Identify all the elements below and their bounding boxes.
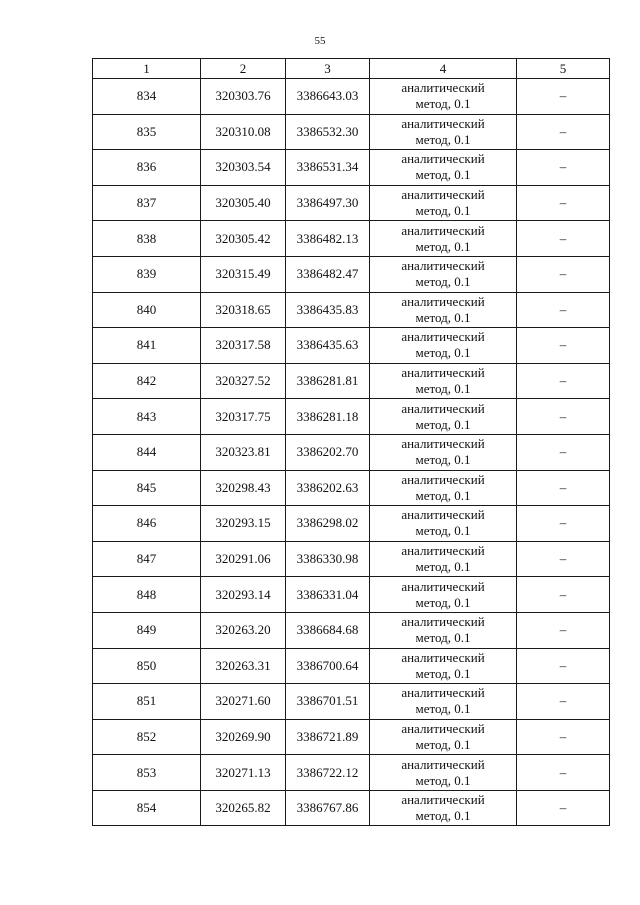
x-coordinate-cell: 320298.43	[201, 470, 286, 506]
method-cell	[370, 790, 517, 826]
x-coordinate-cell: 320291.06	[201, 541, 286, 577]
point-number-cell: 842	[93, 363, 201, 399]
method-line-1: аналитический	[401, 293, 485, 309]
column-5-cell: –	[517, 577, 610, 613]
point-number-cell: 845	[93, 470, 201, 506]
y-coordinate-cell: 3386281.81	[286, 363, 370, 399]
column-header-1: 1	[93, 59, 201, 79]
y-coordinate-cell: 3386435.83	[286, 292, 370, 328]
x-coordinate-cell: 320318.65	[201, 292, 286, 328]
method-cell	[370, 719, 517, 755]
point-number-cell: 853	[93, 755, 201, 791]
point-number-cell: 851	[93, 684, 201, 720]
table-row	[93, 612, 610, 648]
column-header-2: 2	[201, 59, 286, 79]
table-row	[93, 79, 610, 115]
point-number-cell: 835	[93, 114, 201, 150]
method-line-1: аналитический	[401, 258, 485, 274]
method-line-2: метод, 0.1	[415, 167, 471, 183]
y-coordinate-cell: 3386497.30	[286, 185, 370, 221]
column-5-cell: –	[517, 399, 610, 435]
method-line-1: аналитический	[401, 151, 485, 167]
method-line-1: аналитический	[401, 222, 485, 238]
x-coordinate-cell: 320323.81	[201, 434, 286, 470]
y-coordinate-cell: 3386298.02	[286, 506, 370, 542]
column-5-cell: –	[517, 612, 610, 648]
point-number-cell: 839	[93, 256, 201, 292]
method-line-2: метод, 0.1	[415, 203, 471, 219]
method-line-1: аналитический	[401, 365, 485, 381]
column-header-5: 5	[517, 59, 610, 79]
method-line-1: аналитический	[401, 578, 485, 594]
point-number-cell: 844	[93, 434, 201, 470]
method-cell	[370, 79, 517, 115]
column-5-cell: –	[517, 506, 610, 542]
table-header-row	[93, 59, 610, 79]
method-line-2: метод, 0.1	[415, 487, 471, 503]
y-coordinate-cell: 3386684.68	[286, 612, 370, 648]
y-coordinate-cell: 3386482.13	[286, 221, 370, 257]
method-line-1: аналитический	[401, 614, 485, 630]
table-row	[93, 114, 610, 150]
table-row	[93, 150, 610, 186]
x-coordinate-cell: 320293.14	[201, 577, 286, 613]
column-5-cell: –	[517, 256, 610, 292]
column-header-3: 3	[286, 59, 370, 79]
x-coordinate-cell: 320293.15	[201, 506, 286, 542]
method-line-2: метод, 0.1	[415, 345, 471, 361]
method-line-2: метод, 0.1	[415, 416, 471, 432]
method-cell	[370, 470, 517, 506]
table-row	[93, 221, 610, 257]
method-line-2: метод, 0.1	[415, 701, 471, 717]
method-line-2: метод, 0.1	[415, 309, 471, 325]
point-number-cell: 841	[93, 328, 201, 364]
method-cell	[370, 755, 517, 791]
method-line-2: метод, 0.1	[415, 452, 471, 468]
table-row	[93, 648, 610, 684]
point-number-cell: 848	[93, 577, 201, 613]
method-line-1: аналитический	[401, 756, 485, 772]
method-cell	[370, 399, 517, 435]
x-coordinate-cell: 320303.54	[201, 150, 286, 186]
method-line-1: аналитический	[401, 80, 485, 96]
method-line-2: метод, 0.1	[415, 381, 471, 397]
column-5-cell: –	[517, 790, 610, 826]
method-cell	[370, 363, 517, 399]
table-row	[93, 719, 610, 755]
method-line-2: метод, 0.1	[415, 808, 471, 824]
y-coordinate-cell: 3386531.34	[286, 150, 370, 186]
method-line-2: метод, 0.1	[415, 238, 471, 254]
x-coordinate-cell: 320317.58	[201, 328, 286, 364]
table-row	[93, 434, 610, 470]
method-line-2: метод, 0.1	[415, 665, 471, 681]
column-header-4: 4	[370, 59, 517, 79]
method-line-1: аналитический	[401, 329, 485, 345]
method-line-1: аналитический	[401, 720, 485, 736]
table-body	[93, 79, 610, 826]
table-row	[93, 328, 610, 364]
column-5-cell: –	[517, 150, 610, 186]
x-coordinate-cell: 320315.49	[201, 256, 286, 292]
point-number-cell: 838	[93, 221, 201, 257]
column-5-cell: –	[517, 114, 610, 150]
method-line-1: аналитический	[401, 507, 485, 523]
x-coordinate-cell: 320317.75	[201, 399, 286, 435]
method-line-1: аналитический	[401, 400, 485, 416]
point-number-cell: 852	[93, 719, 201, 755]
column-5-cell: –	[517, 185, 610, 221]
column-5-cell: –	[517, 719, 610, 755]
column-5-cell: –	[517, 328, 610, 364]
point-number-cell: 836	[93, 150, 201, 186]
x-coordinate-cell: 320263.20	[201, 612, 286, 648]
table-row	[93, 256, 610, 292]
table-row	[93, 755, 610, 791]
y-coordinate-cell: 3386721.89	[286, 719, 370, 755]
method-line-2: метод, 0.1	[415, 630, 471, 646]
x-coordinate-cell: 320327.52	[201, 363, 286, 399]
method-cell	[370, 506, 517, 542]
table-row	[93, 577, 610, 613]
method-line-1: аналитический	[401, 792, 485, 808]
column-5-cell: –	[517, 292, 610, 328]
column-5-cell: –	[517, 684, 610, 720]
method-cell	[370, 150, 517, 186]
table-row	[93, 185, 610, 221]
method-cell	[370, 328, 517, 364]
method-line-2: метод, 0.1	[415, 131, 471, 147]
method-line-1: аналитический	[401, 471, 485, 487]
method-cell	[370, 256, 517, 292]
point-number-cell: 834	[93, 79, 201, 115]
table-row	[93, 470, 610, 506]
page-number: 55	[314, 35, 326, 47]
table-row	[93, 790, 610, 826]
x-coordinate-cell: 320305.40	[201, 185, 286, 221]
x-coordinate-cell: 320265.82	[201, 790, 286, 826]
y-coordinate-cell: 3386767.86	[286, 790, 370, 826]
y-coordinate-cell: 3386435.63	[286, 328, 370, 364]
method-line-2: метод, 0.1	[415, 559, 471, 575]
column-5-cell: –	[517, 648, 610, 684]
method-cell	[370, 541, 517, 577]
column-5-cell: –	[517, 221, 610, 257]
column-5-cell: –	[517, 541, 610, 577]
method-cell	[370, 648, 517, 684]
method-line-1: аналитический	[401, 649, 485, 665]
column-5-cell: –	[517, 434, 610, 470]
method-line-1: аналитический	[401, 187, 485, 203]
y-coordinate-cell: 3386700.64	[286, 648, 370, 684]
point-number-cell: 849	[93, 612, 201, 648]
x-coordinate-cell: 320310.08	[201, 114, 286, 150]
table-row	[93, 363, 610, 399]
method-line-2: метод, 0.1	[415, 523, 471, 539]
y-coordinate-cell: 3386281.18	[286, 399, 370, 435]
method-cell	[370, 684, 517, 720]
x-coordinate-cell: 320269.90	[201, 719, 286, 755]
table-row	[93, 399, 610, 435]
x-coordinate-cell: 320271.13	[201, 755, 286, 791]
x-coordinate-cell: 320305.42	[201, 221, 286, 257]
method-line-2: метод, 0.1	[415, 736, 471, 752]
method-cell	[370, 577, 517, 613]
method-cell	[370, 612, 517, 648]
x-coordinate-cell: 320271.60	[201, 684, 286, 720]
method-line-1: аналитический	[401, 115, 485, 131]
table-row	[93, 684, 610, 720]
y-coordinate-cell: 3386532.30	[286, 114, 370, 150]
point-number-cell: 847	[93, 541, 201, 577]
method-cell	[370, 292, 517, 328]
method-cell	[370, 185, 517, 221]
method-cell	[370, 434, 517, 470]
y-coordinate-cell: 3386202.63	[286, 470, 370, 506]
y-coordinate-cell: 3386202.70	[286, 434, 370, 470]
x-coordinate-cell: 320303.76	[201, 79, 286, 115]
method-line-2: метод, 0.1	[415, 274, 471, 290]
point-number-cell: 840	[93, 292, 201, 328]
table-row	[93, 541, 610, 577]
x-coordinate-cell: 320263.31	[201, 648, 286, 684]
method-cell	[370, 114, 517, 150]
y-coordinate-cell: 3386331.04	[286, 577, 370, 613]
column-5-cell: –	[517, 79, 610, 115]
y-coordinate-cell: 3386722.12	[286, 755, 370, 791]
method-line-2: метод, 0.1	[415, 594, 471, 610]
coordinates-table	[92, 58, 610, 826]
method-line-1: аналитический	[401, 436, 485, 452]
table-row	[93, 292, 610, 328]
method-line-2: метод, 0.1	[415, 96, 471, 112]
method-line-2: метод, 0.1	[415, 772, 471, 788]
column-5-cell: –	[517, 755, 610, 791]
point-number-cell: 843	[93, 399, 201, 435]
column-5-cell: –	[517, 470, 610, 506]
method-line-1: аналитический	[401, 543, 485, 559]
point-number-cell: 846	[93, 506, 201, 542]
y-coordinate-cell: 3386482.47	[286, 256, 370, 292]
y-coordinate-cell: 3386330.98	[286, 541, 370, 577]
point-number-cell: 854	[93, 790, 201, 826]
column-5-cell: –	[517, 363, 610, 399]
point-number-cell: 850	[93, 648, 201, 684]
method-line-1: аналитический	[401, 685, 485, 701]
table-row	[93, 506, 610, 542]
method-cell	[370, 221, 517, 257]
point-number-cell: 837	[93, 185, 201, 221]
y-coordinate-cell: 3386643.03	[286, 79, 370, 115]
y-coordinate-cell: 3386701.51	[286, 684, 370, 720]
